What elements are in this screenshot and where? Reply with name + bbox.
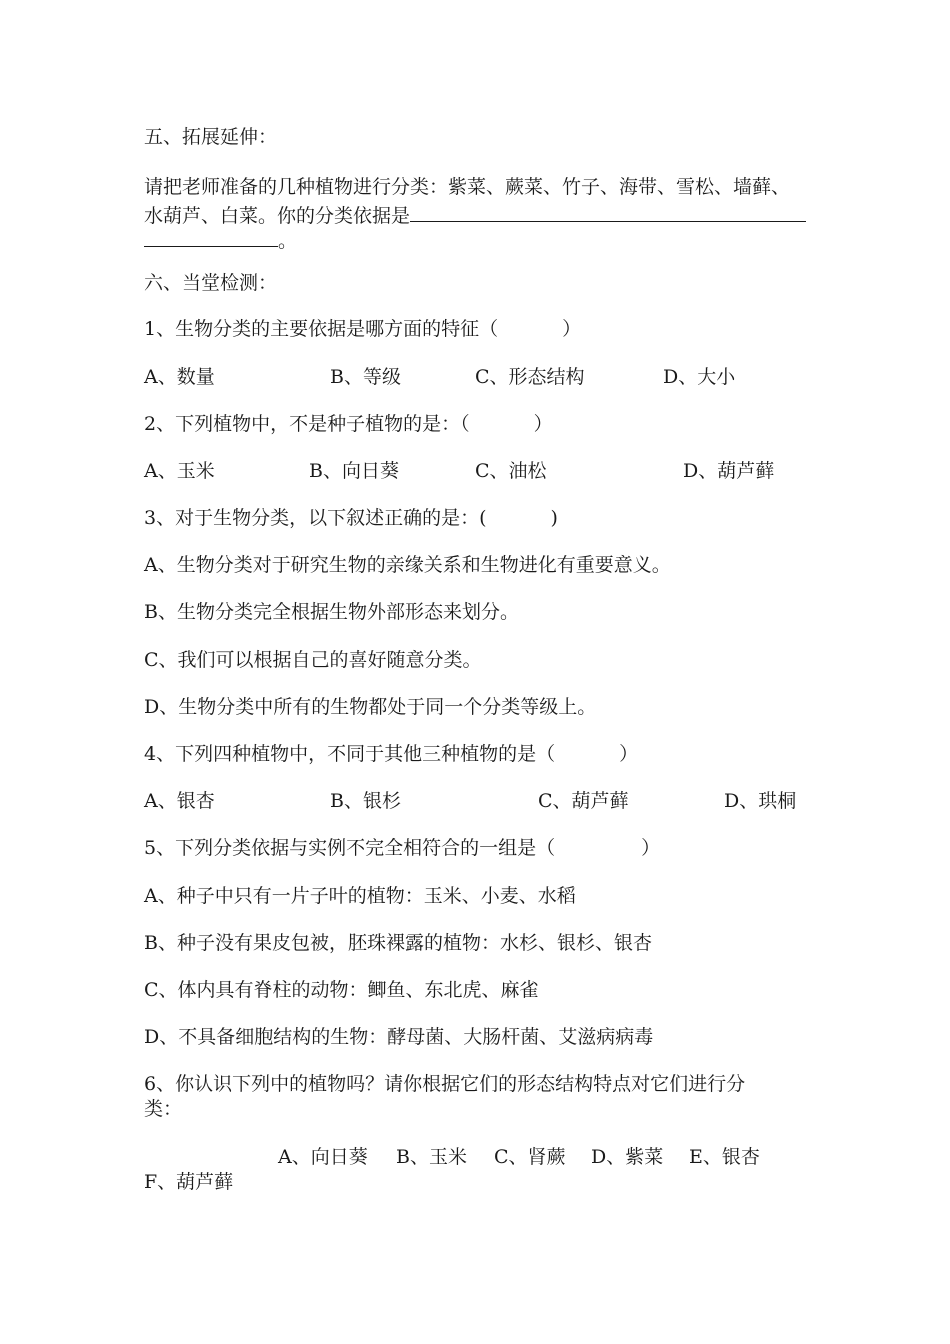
question-1-stem xyxy=(144,318,581,340)
q5-option-d: D、不具备细胞结构的生物：酵母菌、大肠杆菌、艾滋病病毒 xyxy=(144,1026,654,1048)
q6-option-a: A、向日葵 xyxy=(278,1146,368,1168)
question-3-text: 3、对于生物分类，以下叙述正确的是：( xyxy=(144,507,487,529)
question-4-text: 4、下列四种植物中，不同于其他三种植物的是（ xyxy=(144,743,556,765)
section-6-heading: 六、当堂检测： xyxy=(144,272,278,294)
q2-option-c: C、油松 xyxy=(475,460,547,482)
q6-option-c: C、肾蕨 xyxy=(494,1146,566,1168)
q3-option-d: D、生物分类中所有的生物都处于同一个分类等级上。 xyxy=(144,696,597,718)
q5-option-a: A、种子中只有一片子叶的植物：玉米、小麦、水稻 xyxy=(144,885,576,907)
q2-option-d: D、葫芦藓 xyxy=(683,460,775,482)
q6-option-d: D、紫菜 xyxy=(591,1146,664,1168)
question-2-text: 2、下列植物中，不是种子植物的是：（ xyxy=(144,413,470,435)
section-5-prompt-line3 xyxy=(144,228,297,252)
q1-option-b: B、等级 xyxy=(330,366,401,388)
q4-option-b: B、银杉 xyxy=(330,790,401,812)
question-6-stem-line1: 6、你认识下列中的植物吗？请你根据它们的形态结构特点对它们进行分 xyxy=(144,1073,746,1095)
q1-option-d: D、大小 xyxy=(663,366,736,388)
question-3-stem xyxy=(144,507,558,529)
q2-option-b: B、向日葵 xyxy=(309,460,399,482)
section-5-prompt-text: 水葫芦、白菜。你的分类依据是 xyxy=(144,205,411,227)
question-2-close: ） xyxy=(533,413,553,435)
q6-option-b: B、玉米 xyxy=(396,1146,467,1168)
q4-option-a: A、银杏 xyxy=(144,790,215,812)
q2-option-a: A、玉米 xyxy=(144,460,215,482)
section-5-prompt-line2 xyxy=(144,203,806,227)
answer-blank-continued[interactable] xyxy=(144,228,278,247)
question-5-text: 5、下列分类依据与实例不完全相符合的一组是（ xyxy=(144,837,556,859)
q4-option-c: C、葫芦藓 xyxy=(538,790,629,812)
question-2-stem xyxy=(144,413,553,435)
question-1-close: ） xyxy=(562,318,582,340)
question-4-stem xyxy=(144,743,638,765)
q3-option-a: A、生物分类对于研究生物的亲缘关系和生物进化有重要意义。 xyxy=(144,554,671,576)
q4-option-d: D、珙桐 xyxy=(724,790,797,812)
question-1-text: 1、生物分类的主要依据是哪方面的特征（ xyxy=(144,318,499,340)
q3-option-c: C、我们可以根据自己的喜好随意分类。 xyxy=(144,649,482,671)
q1-option-a: A、数量 xyxy=(144,366,215,388)
section-5-heading: 五、拓展延伸： xyxy=(144,126,278,148)
q6-option-f: F、葫芦藓 xyxy=(144,1171,234,1193)
section-5-prompt-line1: 请把老师准备的几种植物进行分类：紫菜、蕨菜、竹子、海带、雪松、墙藓、 xyxy=(144,176,791,198)
q5-option-c: C、体内具有脊柱的动物：鲫鱼、东北虎、麻雀 xyxy=(144,979,539,1001)
q6-option-e: E、银杏 xyxy=(689,1146,760,1168)
q5-option-b: B、种子没有果皮包被，胚珠裸露的植物：水杉、银杉、银杏 xyxy=(144,932,652,954)
question-3-close: ) xyxy=(550,507,558,529)
q3-option-b: B、生物分类完全根据生物外部形态来划分。 xyxy=(144,601,519,623)
question-5-stem xyxy=(144,837,660,859)
question-6-stem-line2: 类： xyxy=(144,1098,183,1120)
section-5-end-mark: 。 xyxy=(278,230,298,252)
question-5-close: ） xyxy=(641,837,661,859)
answer-blank[interactable] xyxy=(410,203,806,222)
q1-option-c: C、形态结构 xyxy=(475,366,585,388)
question-4-close: ） xyxy=(619,743,639,765)
